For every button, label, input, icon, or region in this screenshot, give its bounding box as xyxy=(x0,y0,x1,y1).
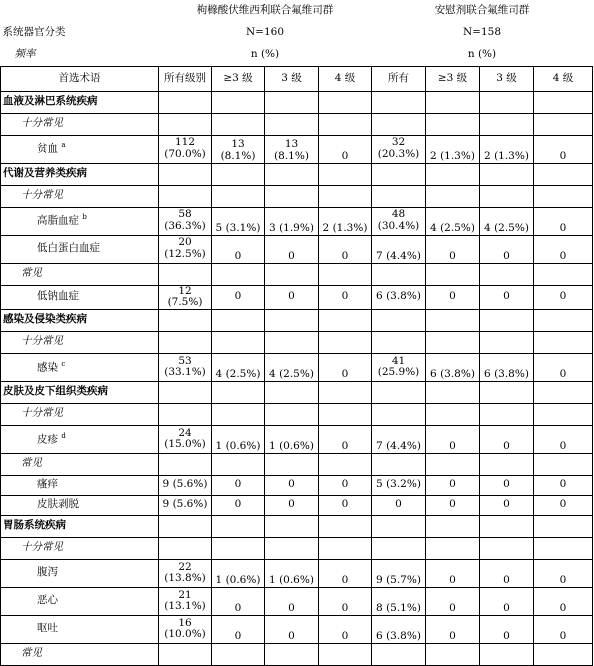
term-name: 感染 xyxy=(37,361,58,374)
value-cell: 0 xyxy=(319,475,372,495)
empty-cell xyxy=(534,331,593,353)
frequency-row xyxy=(1,537,593,559)
value-cell: 0 xyxy=(319,425,372,453)
term-name: 皮疹 xyxy=(37,433,58,446)
value-cell: 0 xyxy=(426,425,480,453)
empty-cell xyxy=(426,163,480,185)
frequency-row xyxy=(1,185,593,207)
empty-cell xyxy=(372,643,426,665)
empty-cell xyxy=(212,643,265,665)
value-cell: 0 xyxy=(534,353,593,381)
empty-cell xyxy=(212,309,265,331)
empty-cell xyxy=(159,537,212,559)
empty-cell xyxy=(534,643,593,665)
empty-cell xyxy=(159,403,212,425)
value-cell: 1 (0.6%) xyxy=(265,559,319,587)
frequency-row xyxy=(1,331,593,353)
empty-cell xyxy=(372,91,426,113)
value-cell: 0 xyxy=(426,235,480,263)
value-cell: 0 xyxy=(319,235,372,263)
empty-cell xyxy=(426,309,480,331)
table-row xyxy=(1,475,593,495)
table-row xyxy=(1,559,593,587)
value-cell: 0 xyxy=(426,615,480,643)
term-name: 呕吐 xyxy=(37,622,58,635)
empty-cell xyxy=(372,381,426,403)
value-cell: 9 (5.6%) xyxy=(159,495,212,515)
value-cell: 22 (13.8%) xyxy=(159,559,212,587)
empty-cell xyxy=(319,163,372,185)
value-cell: 4 (2.5%) xyxy=(265,353,319,381)
column-header: ≥3 级 xyxy=(426,66,480,91)
value-cell: 0 xyxy=(319,587,372,615)
column-header: ≥3 级 xyxy=(212,66,265,91)
value-cell: 0 xyxy=(372,495,426,515)
frequency-label: 常见 xyxy=(1,453,159,475)
value-cell: 0 xyxy=(480,425,534,453)
empty-cell xyxy=(426,185,480,207)
arm1-title: 枸橼酸伏维西利联合氟维司群 xyxy=(196,4,334,17)
preferred-term xyxy=(1,475,159,495)
footnote-marker: b xyxy=(82,213,87,222)
value-cell: 0 xyxy=(534,475,593,495)
soc-row xyxy=(1,515,593,537)
empty-cell xyxy=(212,453,265,475)
empty-cell xyxy=(426,381,480,403)
value-cell: 20 (12.5%) xyxy=(159,235,212,263)
term-name: 高脂血症 xyxy=(37,214,79,227)
empty-cell xyxy=(480,453,534,475)
frequency-label: 十分常见 xyxy=(1,185,159,207)
value-cell: 0 xyxy=(319,353,372,381)
freq-label: 频率 xyxy=(1,44,159,66)
value-cell: 13 (8.1%) xyxy=(265,135,319,163)
value-cell: 7 (4.4%) xyxy=(372,235,426,263)
value-cell: 0 xyxy=(319,615,372,643)
soc-name: 感染及侵染类疾病 xyxy=(1,309,159,331)
frequency-row xyxy=(1,263,593,285)
value-cell: 0 xyxy=(480,495,534,515)
empty-cell xyxy=(372,185,426,207)
empty-cell xyxy=(319,515,372,537)
value-cell: 1 (0.6%) xyxy=(265,425,319,453)
term-name: 皮肤剥脱 xyxy=(37,498,79,511)
soc-label: 系统器官分类 xyxy=(2,26,66,39)
empty-cell xyxy=(372,263,426,285)
column-header-row xyxy=(1,66,593,91)
preferred-term xyxy=(1,495,159,515)
value-cell: 12 (7.5%) xyxy=(159,285,212,309)
footnote-marker: d xyxy=(61,431,66,440)
empty-cell xyxy=(212,331,265,353)
empty-cell xyxy=(265,453,319,475)
value-cell: 2 (1.3%) xyxy=(480,135,534,163)
empty-cell xyxy=(534,403,593,425)
arm2-n: N=158 xyxy=(462,26,502,39)
column-header: 所有 xyxy=(372,66,426,91)
value-cell: 0 xyxy=(426,475,480,495)
empty-cell xyxy=(426,643,480,665)
soc-name: 皮肤及皮下组织类疾病 xyxy=(1,381,159,403)
value-cell: 0 xyxy=(480,235,534,263)
empty-cell xyxy=(426,91,480,113)
table-row xyxy=(1,207,593,235)
frequency-row xyxy=(1,113,593,135)
empty-cell xyxy=(212,515,265,537)
empty-cell xyxy=(372,163,426,185)
empty-cell xyxy=(480,309,534,331)
frequency-label: 常见 xyxy=(1,643,159,665)
preferred-term xyxy=(1,353,159,381)
empty-cell xyxy=(534,515,593,537)
value-cell: 0 xyxy=(534,425,593,453)
empty-cell xyxy=(480,537,534,559)
arm1-n: N=160 xyxy=(245,26,285,39)
empty-cell xyxy=(534,263,593,285)
empty-cell xyxy=(319,403,372,425)
value-cell: 6 (3.8%) xyxy=(372,615,426,643)
value-cell: 0 xyxy=(265,587,319,615)
empty-cell xyxy=(480,643,534,665)
empty-cell xyxy=(265,331,319,353)
value-cell: 0 xyxy=(212,285,265,309)
empty-cell xyxy=(265,643,319,665)
arm2-npct: n (%) xyxy=(372,44,593,66)
value-cell: 4 (2.5%) xyxy=(480,207,534,235)
term-label: 首选术语 xyxy=(1,66,159,91)
value-cell: 0 xyxy=(480,559,534,587)
value-cell: 1 (0.6%) xyxy=(212,559,265,587)
soc-row xyxy=(1,163,593,185)
value-cell: 1 (0.6%) xyxy=(212,425,265,453)
value-cell: 53 (33.1%) xyxy=(159,353,212,381)
column-header: 3 级 xyxy=(265,66,319,91)
soc-row xyxy=(1,309,593,331)
value-cell: 6 (3.8%) xyxy=(480,353,534,381)
empty-cell xyxy=(534,453,593,475)
empty-cell xyxy=(372,403,426,425)
empty-cell xyxy=(265,515,319,537)
table-row xyxy=(1,235,593,263)
value-cell: 0 xyxy=(426,285,480,309)
value-cell: 13 (8.1%) xyxy=(212,135,265,163)
table-row xyxy=(1,495,593,515)
value-cell: 4 (2.5%) xyxy=(426,207,480,235)
term-name: 恶心 xyxy=(37,594,58,607)
value-cell: 0 xyxy=(212,615,265,643)
empty-cell xyxy=(480,403,534,425)
footnote-marker: c xyxy=(61,359,66,368)
value-cell: 0 xyxy=(265,615,319,643)
value-cell: 0 xyxy=(534,495,593,515)
preferred-term xyxy=(1,425,159,453)
empty-cell xyxy=(534,91,593,113)
empty-cell xyxy=(265,381,319,403)
empty-cell xyxy=(265,163,319,185)
value-cell: 58 (36.3%) xyxy=(159,207,212,235)
value-cell: 0 xyxy=(319,559,372,587)
frequency-row xyxy=(1,403,593,425)
value-cell: 21 (13.1%) xyxy=(159,587,212,615)
table-row xyxy=(1,285,593,309)
value-cell: 0 xyxy=(212,475,265,495)
soc-name: 胃肠系统疾病 xyxy=(1,515,159,537)
frequency-row xyxy=(1,643,593,665)
empty-cell xyxy=(426,453,480,475)
frequency-label: 十分常见 xyxy=(1,113,159,135)
preferred-term xyxy=(1,207,159,235)
empty-cell xyxy=(480,515,534,537)
arm1-npct: n (%) xyxy=(159,44,372,66)
empty-cell xyxy=(426,515,480,537)
empty-cell xyxy=(265,185,319,207)
empty-cell xyxy=(534,381,593,403)
empty-cell xyxy=(212,537,265,559)
empty-cell xyxy=(534,163,593,185)
preferred-term xyxy=(1,615,159,643)
empty-cell xyxy=(212,403,265,425)
value-cell: 0 xyxy=(534,615,593,643)
value-cell: 0 xyxy=(265,285,319,309)
empty-cell xyxy=(159,263,212,285)
empty-cell xyxy=(212,91,265,113)
term-name: 瘙痒 xyxy=(37,478,58,491)
value-cell: 48 (30.4%) xyxy=(372,207,426,235)
value-cell: 0 xyxy=(426,559,480,587)
value-cell: 0 xyxy=(480,615,534,643)
value-cell: 0 xyxy=(319,495,372,515)
column-header: 所有级别 xyxy=(159,66,212,91)
table-row xyxy=(1,587,593,615)
value-cell: 0 xyxy=(534,559,593,587)
value-cell: 5 (3.1%) xyxy=(212,207,265,235)
value-cell: 0 xyxy=(534,207,593,235)
empty-cell xyxy=(212,163,265,185)
value-cell: 16 (10.0%) xyxy=(159,615,212,643)
value-cell: 0 xyxy=(212,235,265,263)
empty-cell xyxy=(534,309,593,331)
empty-cell xyxy=(212,263,265,285)
empty-cell xyxy=(319,381,372,403)
empty-cell xyxy=(159,515,212,537)
empty-cell xyxy=(159,185,212,207)
value-cell: 0 xyxy=(265,235,319,263)
footnote-marker: a xyxy=(61,141,66,150)
value-cell: 8 (5.1%) xyxy=(372,587,426,615)
empty-cell xyxy=(265,537,319,559)
empty-cell xyxy=(372,453,426,475)
soc-name: 血液及淋巴系统疾病 xyxy=(1,91,159,113)
empty-cell xyxy=(159,113,212,135)
empty-cell xyxy=(212,113,265,135)
empty-cell xyxy=(319,263,372,285)
empty-cell xyxy=(265,309,319,331)
term-name: 腹泻 xyxy=(37,566,58,579)
frequency-label: 十分常见 xyxy=(1,331,159,353)
empty-cell xyxy=(480,381,534,403)
preferred-term xyxy=(1,587,159,615)
frequency-label: 常见 xyxy=(1,263,159,285)
value-cell: 41 (25.9%) xyxy=(372,353,426,381)
value-cell: 0 xyxy=(534,135,593,163)
value-cell: 0 xyxy=(319,285,372,309)
value-cell: 9 (5.6%) xyxy=(159,475,212,495)
value-cell: 0 xyxy=(265,475,319,495)
empty-cell xyxy=(372,537,426,559)
table-row xyxy=(1,425,593,453)
value-cell: 0 xyxy=(534,587,593,615)
empty-cell xyxy=(426,537,480,559)
empty-cell xyxy=(426,113,480,135)
empty-cell xyxy=(159,331,212,353)
empty-cell xyxy=(480,263,534,285)
blank-cell xyxy=(1,0,159,22)
empty-cell xyxy=(319,643,372,665)
empty-cell xyxy=(534,185,593,207)
preferred-term xyxy=(1,285,159,309)
empty-cell xyxy=(480,185,534,207)
term-name: 低钠血症 xyxy=(37,290,79,303)
empty-cell xyxy=(265,113,319,135)
empty-cell xyxy=(159,643,212,665)
empty-cell xyxy=(319,113,372,135)
column-header: 3 级 xyxy=(480,66,534,91)
empty-cell xyxy=(372,113,426,135)
empty-cell xyxy=(426,263,480,285)
preferred-term xyxy=(1,135,159,163)
value-cell: 0 xyxy=(480,475,534,495)
empty-cell xyxy=(426,403,480,425)
empty-cell xyxy=(480,113,534,135)
value-cell: 4 (2.5%) xyxy=(212,353,265,381)
empty-cell xyxy=(372,515,426,537)
term-name: 贫血 xyxy=(37,142,58,155)
table-row xyxy=(1,353,593,381)
column-header: 4 级 xyxy=(319,66,372,91)
frequency-row xyxy=(1,453,593,475)
empty-cell xyxy=(534,113,593,135)
empty-cell xyxy=(480,331,534,353)
value-cell: 5 (3.2%) xyxy=(372,475,426,495)
value-cell: 32 (20.3%) xyxy=(372,135,426,163)
column-header: 4 级 xyxy=(534,66,593,91)
preferred-term xyxy=(1,235,159,263)
empty-cell xyxy=(426,331,480,353)
value-cell: 7 (4.4%) xyxy=(372,425,426,453)
value-cell: 112 (70.0%) xyxy=(159,135,212,163)
table-row xyxy=(1,615,593,643)
value-cell: 0 xyxy=(480,285,534,309)
value-cell: 0 xyxy=(534,285,593,309)
empty-cell xyxy=(212,185,265,207)
empty-cell xyxy=(265,403,319,425)
value-cell: 3 (1.9%) xyxy=(265,207,319,235)
term-name: 低白蛋白血症 xyxy=(37,242,100,255)
empty-cell xyxy=(159,163,212,185)
preferred-term xyxy=(1,559,159,587)
empty-cell xyxy=(372,331,426,353)
soc-row xyxy=(1,91,593,113)
value-cell: 2 (1.3%) xyxy=(426,135,480,163)
empty-cell xyxy=(159,381,212,403)
value-cell: 2 (1.3%) xyxy=(319,207,372,235)
value-cell: 9 (5.7%) xyxy=(372,559,426,587)
empty-cell xyxy=(159,453,212,475)
table-row xyxy=(1,135,593,163)
empty-cell xyxy=(265,91,319,113)
value-cell: 24 (15.0%) xyxy=(159,425,212,453)
empty-cell xyxy=(480,163,534,185)
empty-cell xyxy=(480,91,534,113)
value-cell: 0 xyxy=(319,135,372,163)
empty-cell xyxy=(372,309,426,331)
value-cell: 0 xyxy=(534,235,593,263)
arm2-title: 安慰剂联合氟维司群 xyxy=(434,4,530,17)
value-cell: 0 xyxy=(480,587,534,615)
value-cell: 6 (3.8%) xyxy=(426,353,480,381)
value-cell: 0 xyxy=(212,495,265,515)
empty-cell xyxy=(265,263,319,285)
value-cell: 0 xyxy=(265,495,319,515)
value-cell: 0 xyxy=(426,495,480,515)
empty-cell xyxy=(534,537,593,559)
frequency-label: 十分常见 xyxy=(1,403,159,425)
empty-cell xyxy=(319,309,372,331)
soc-row xyxy=(1,381,593,403)
empty-cell xyxy=(159,309,212,331)
value-cell: 0 xyxy=(426,587,480,615)
value-cell: 0 xyxy=(212,587,265,615)
frequency-label: 十分常见 xyxy=(1,537,159,559)
empty-cell xyxy=(319,331,372,353)
empty-cell xyxy=(319,91,372,113)
soc-name: 代谢及营养类疾病 xyxy=(1,163,159,185)
empty-cell xyxy=(159,91,212,113)
empty-cell xyxy=(319,185,372,207)
empty-cell xyxy=(319,453,372,475)
value-cell: 6 (3.8%) xyxy=(372,285,426,309)
empty-cell xyxy=(212,381,265,403)
empty-cell xyxy=(319,537,372,559)
